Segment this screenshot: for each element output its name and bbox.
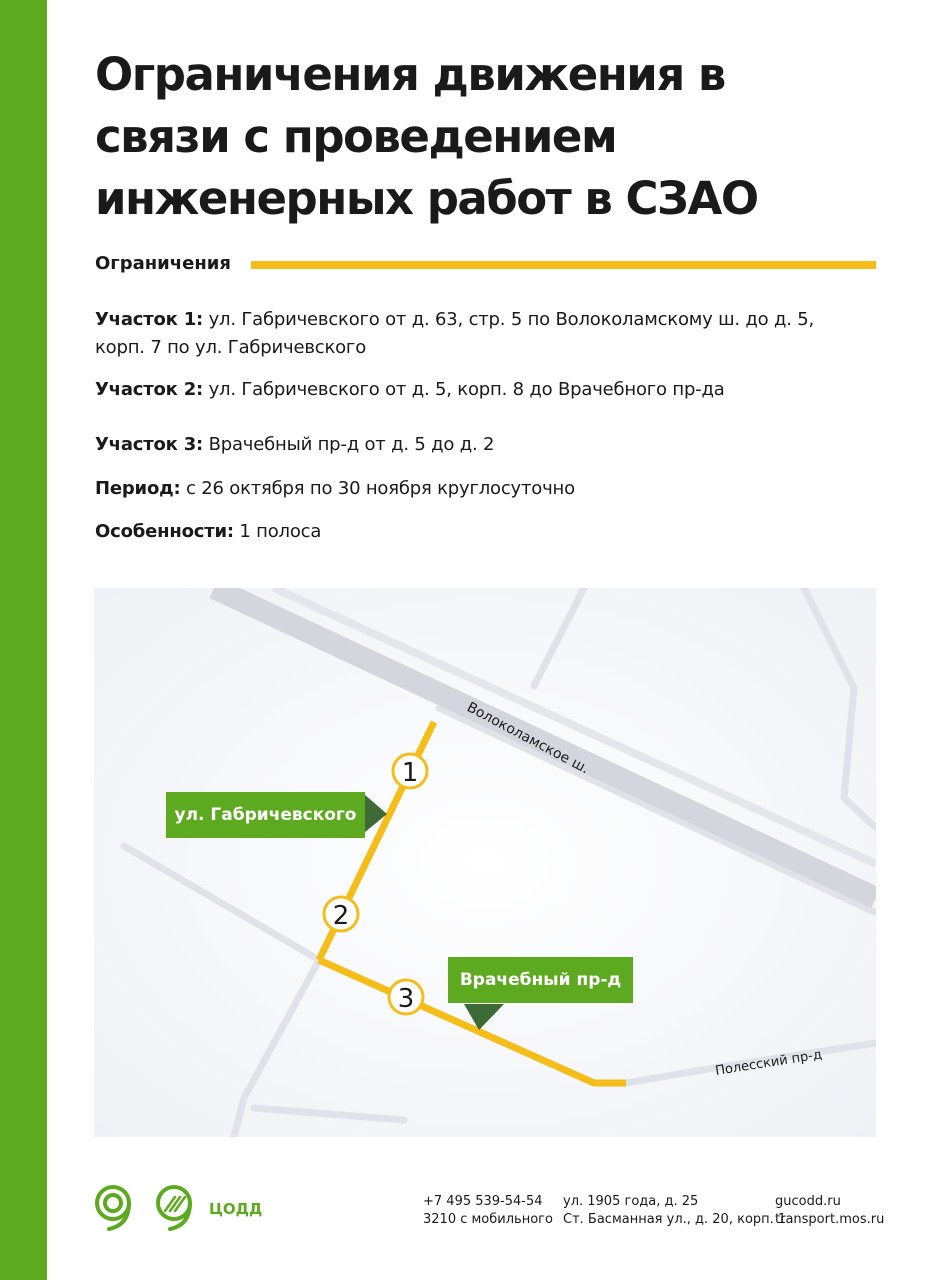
footer-phones — [423, 1193, 553, 1229]
section-3-text: Врачебный пр-д от д. 5 до д. 2 — [203, 434, 495, 455]
footer-addresses — [563, 1193, 786, 1229]
marker-1-label: 1 — [401, 758, 419, 788]
section-1-info — [95, 306, 855, 362]
section-3-label: Участок 3: — [95, 434, 204, 455]
title-line-1: Ограничения движения в — [95, 48, 725, 101]
street-label-volokolamskoe: Волоколамское ш. — [464, 699, 592, 778]
marker-1 — [393, 754, 427, 788]
codd-logo — [93, 1185, 293, 1233]
features-label: Особенности: — [95, 521, 234, 542]
address-2: Ст. Басманная ул., д. 20, корп. 1 — [563, 1212, 787, 1227]
period-label: Период: — [95, 478, 181, 499]
section-1-label: Участок 1: — [95, 309, 204, 330]
section-2-text: ул. Габричевского от д. 5, корп. 8 до Врачебного пр-да — [203, 379, 725, 400]
address-1: ул. 1905 года, д. 25 — [563, 1194, 699, 1209]
features-text: 1 полоса — [233, 521, 322, 542]
left-accent-bar — [0, 0, 47, 1280]
period-text: с 26 октября по 30 ноября круглосуточно — [180, 478, 575, 499]
map — [94, 588, 876, 1137]
features-info — [95, 518, 855, 546]
logo-mark-left — [97, 1187, 129, 1229]
label-gabrichevskogo: ул. Габричевского — [166, 792, 365, 838]
marker-2-label: 2 — [332, 901, 350, 931]
section-divider — [251, 261, 876, 269]
footer-sites — [775, 1193, 884, 1229]
map-background — [94, 588, 876, 1137]
marker-2 — [324, 897, 358, 931]
page-title — [95, 44, 895, 230]
section-2-label: Участок 2: — [95, 379, 204, 400]
street-label-polessky: Полесский пр-д — [714, 1047, 823, 1079]
phone-short: 3210 с мобильного — [423, 1212, 553, 1227]
title-line-2: связи с проведением — [95, 110, 617, 163]
period-info — [95, 475, 855, 503]
site-1: gucodd.ru — [775, 1194, 841, 1209]
marker-3-label: 3 — [397, 984, 415, 1014]
section-1-text: ул. Габричевского от д. 63, стр. 5 по Волоколамскому ш. до д. 5, корп. 7 по ул. Габричевского — [95, 309, 815, 358]
section-heading: Ограничения — [95, 253, 231, 274]
section-3-info — [95, 431, 855, 459]
logo-mark-right — [158, 1187, 190, 1229]
label-vrachebny: Врачебный пр-д — [448, 957, 633, 1003]
logo-text: ЦОДД — [209, 1200, 263, 1218]
site-2: transport.mos.ru — [775, 1212, 885, 1227]
phone-main: +7 495 539-54-54 — [423, 1194, 543, 1209]
title-line-3: инженерных работ в СЗАО — [95, 172, 758, 225]
section-2-info — [95, 376, 855, 404]
marker-3 — [389, 980, 423, 1014]
